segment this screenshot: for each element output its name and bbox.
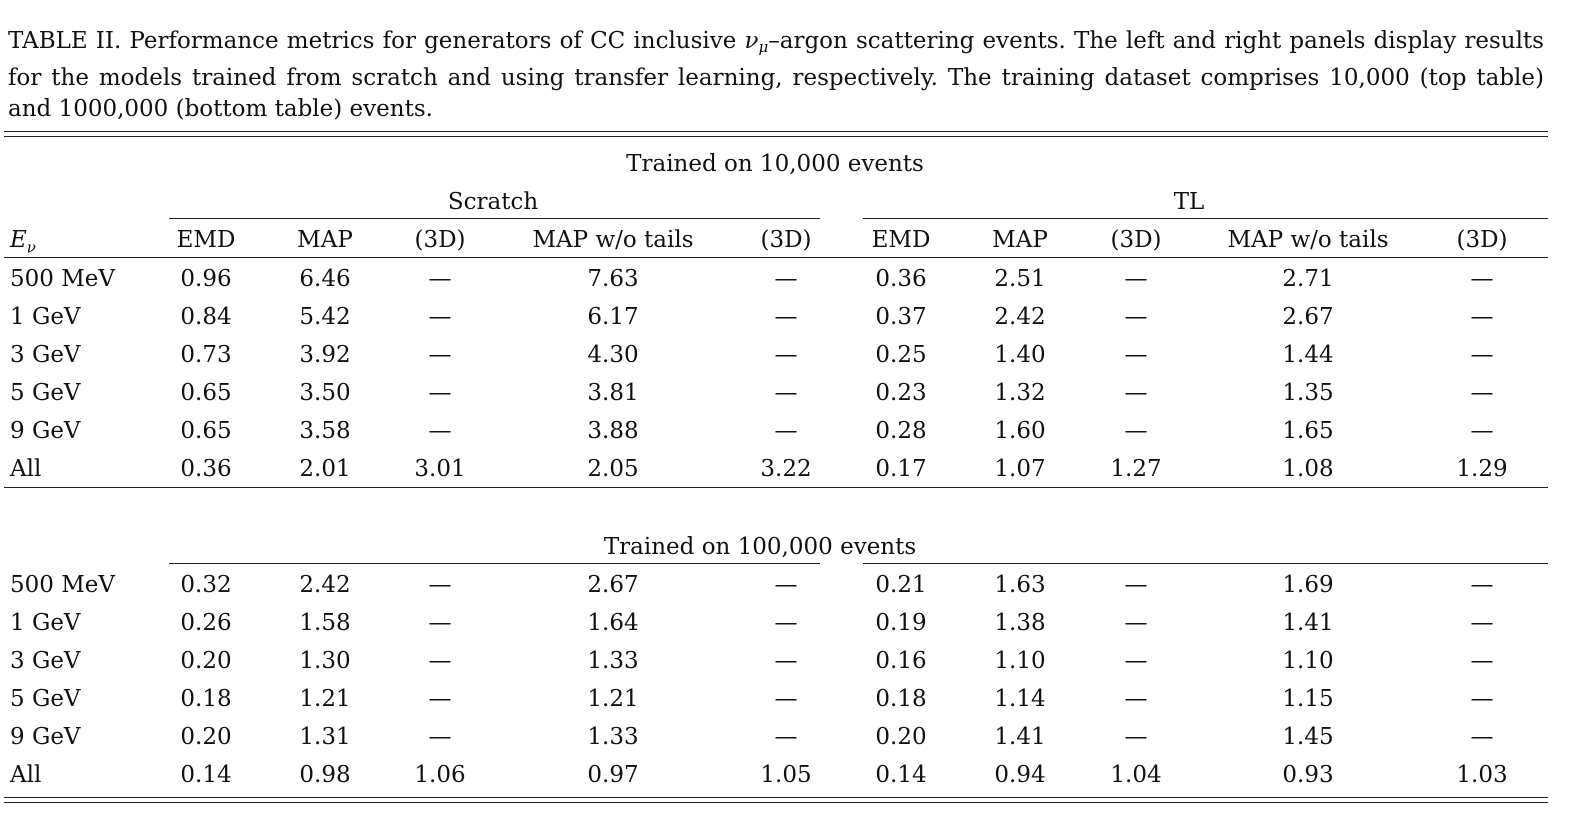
table-cell: 1.64 — [587, 610, 639, 636]
table-cell: 0.93 — [1282, 762, 1334, 788]
table-cell: — — [774, 380, 798, 406]
table-cell: 1.44 — [1282, 342, 1334, 368]
table-cell: 0.26 — [180, 610, 232, 636]
table-cell: — — [774, 610, 798, 636]
table-cell: 1.63 — [994, 572, 1046, 598]
table-cell: 0.18 — [180, 686, 232, 712]
table-cell: — — [774, 724, 798, 750]
table-cell: 1.33 — [587, 724, 639, 750]
table-cell: 1.21 — [299, 686, 351, 712]
table-cell: — — [774, 572, 798, 598]
row-label: 5 GeV — [10, 686, 81, 712]
column-header: (3D) — [760, 227, 812, 253]
table-cell: — — [1124, 342, 1148, 368]
table-cell: — — [1124, 380, 1148, 406]
table-cell: 1.60 — [994, 418, 1046, 444]
table-cell: 1.35 — [1282, 380, 1334, 406]
row-label: 9 GeV — [10, 724, 81, 750]
table-cell: 1.08 — [1282, 456, 1334, 482]
table-cell: 1.30 — [299, 648, 351, 674]
table-cell: — — [428, 418, 452, 444]
table-cell: — — [1470, 266, 1494, 292]
table-cell: — — [428, 648, 452, 674]
table-cell: 0.19 — [875, 610, 927, 636]
table-cell: 1.41 — [994, 724, 1046, 750]
column-header: (3D) — [1456, 227, 1508, 253]
row-label: 1 GeV — [10, 610, 81, 636]
table-cell: 0.20 — [180, 724, 232, 750]
table-cell: 0.17 — [875, 456, 927, 482]
table-cell: 1.41 — [1282, 610, 1334, 636]
table-cell: 1.65 — [1282, 418, 1334, 444]
header-bottom-rule — [4, 257, 1548, 258]
bottom-double-rule-1 — [4, 797, 1548, 798]
table-cell: 1.31 — [299, 724, 351, 750]
table-cell: 0.36 — [180, 456, 232, 482]
table-cell: 0.98 — [299, 762, 351, 788]
table-cell: 2.42 — [994, 304, 1046, 330]
bottom-table-title: Trained on 100,000 events — [603, 534, 917, 560]
table-cell: 0.97 — [587, 762, 639, 788]
table-cell: 3.92 — [299, 342, 351, 368]
table-cell: 1.33 — [587, 648, 639, 674]
table-cell: — — [428, 572, 452, 598]
row-label: 500 MeV — [10, 572, 115, 598]
table-cell: 0.65 — [180, 418, 232, 444]
table-cell: 2.51 — [994, 266, 1046, 292]
table-cell: — — [1470, 342, 1494, 368]
caption-nu-subscript: μ — [758, 38, 769, 56]
table-cell: — — [428, 342, 452, 368]
caption-prefix: TABLE II. Performance metrics for generators of CC inclusive — [8, 28, 745, 54]
table-cell: 2.42 — [299, 572, 351, 598]
table-cell: 3.88 — [587, 418, 639, 444]
column-header: MAP — [297, 227, 353, 253]
table-cell: 1.14 — [994, 686, 1046, 712]
table-cell: 0.16 — [875, 648, 927, 674]
table-cell: 0.20 — [875, 724, 927, 750]
table-cell: 1.10 — [994, 648, 1046, 674]
table-cell: 1.32 — [994, 380, 1046, 406]
table-cell: 0.36 — [875, 266, 927, 292]
table-cell: 0.65 — [180, 380, 232, 406]
group-label-scratch: Scratch — [447, 189, 539, 215]
table-cell: 0.84 — [180, 304, 232, 330]
row-label: 3 GeV — [10, 342, 81, 368]
table-cell: 1.03 — [1456, 762, 1508, 788]
row-label: 500 MeV — [10, 266, 115, 292]
table-cell: 2.05 — [587, 456, 639, 482]
table-cell: 0.18 — [875, 686, 927, 712]
table-cell: 1.21 — [587, 686, 639, 712]
table-cell: — — [1124, 686, 1148, 712]
row-label: 9 GeV — [10, 418, 81, 444]
table-cell: — — [428, 724, 452, 750]
bottom-tl-group-rule — [863, 563, 1548, 564]
table-cell: 1.58 — [299, 610, 351, 636]
table-cell: 3.81 — [587, 380, 639, 406]
table-cell: 2.67 — [1282, 304, 1334, 330]
top-table-title: Trained on 10,000 events — [626, 151, 924, 177]
table-cell: 3.50 — [299, 380, 351, 406]
tl-group-rule — [863, 218, 1548, 219]
table-cell: 1.05 — [760, 762, 812, 788]
column-header: (3D) — [414, 227, 466, 253]
row-label: All — [10, 762, 42, 788]
table-cell: 1.40 — [994, 342, 1046, 368]
column-header: (3D) — [1110, 227, 1162, 253]
table-cell: — — [1470, 418, 1494, 444]
table-cell: 3.22 — [760, 456, 812, 482]
bottom-double-rule-2 — [4, 802, 1548, 803]
table-cell: — — [1124, 418, 1148, 444]
table-cell: 2.01 — [299, 456, 351, 482]
group-label-tl: TL — [1173, 189, 1205, 215]
top-double-rule-2 — [4, 136, 1548, 137]
table-cell: — — [428, 610, 452, 636]
table-cell: 6.46 — [299, 266, 351, 292]
table-cell: 1.29 — [1456, 456, 1508, 482]
column-header: MAP w/o tails — [1227, 227, 1389, 253]
table-cell: — — [1124, 724, 1148, 750]
energy-header-symbol: E — [10, 227, 27, 253]
table-cell: — — [774, 304, 798, 330]
caption-nu-symbol: ν — [744, 28, 759, 54]
column-header: MAP w/o tails — [532, 227, 694, 253]
row-label: 3 GeV — [10, 648, 81, 674]
table-cell: — — [1124, 572, 1148, 598]
table-cell: 5.42 — [299, 304, 351, 330]
column-header: EMD — [176, 227, 236, 253]
table-cell: 2.67 — [587, 572, 639, 598]
table-cell: — — [428, 266, 452, 292]
table-cell: 1.69 — [1282, 572, 1334, 598]
table-cell: 0.25 — [875, 342, 927, 368]
table-cell: 0.14 — [180, 762, 232, 788]
table-cell: 0.96 — [180, 266, 232, 292]
row-label: 5 GeV — [10, 380, 81, 406]
table-cell: 0.73 — [180, 342, 232, 368]
table-cell: 0.14 — [875, 762, 927, 788]
table-cell: — — [774, 266, 798, 292]
table-cell: 0.37 — [875, 304, 927, 330]
table-cell: — — [774, 648, 798, 674]
table-cell: 7.63 — [587, 266, 639, 292]
table-cell: — — [774, 418, 798, 444]
table-cell: 1.04 — [1110, 762, 1162, 788]
table-cell: — — [1124, 648, 1148, 674]
table-cell: — — [1124, 266, 1148, 292]
table-cell: 2.71 — [1282, 266, 1334, 292]
energy-header-subscript: ν — [26, 238, 36, 257]
caption-suffix: –argon scattering events. The left and right panels display results for the models trained from scratch and using transfer learning, respectively. The training dataset comprises 10,000 (top table) and 1000,000 (bottom table) events. — [8, 28, 1544, 122]
table-cell: 1.38 — [994, 610, 1046, 636]
table-cell: 1.27 — [1110, 456, 1162, 482]
top-table-bottom-rule — [4, 487, 1548, 488]
table-cell: — — [1470, 724, 1494, 750]
column-header: EMD — [871, 227, 931, 253]
table-cell: — — [774, 342, 798, 368]
column-header: MAP — [992, 227, 1048, 253]
table-cell: 0.28 — [875, 418, 927, 444]
table-cell: — — [1124, 304, 1148, 330]
table-cell: 0.94 — [994, 762, 1046, 788]
table-cell: — — [428, 380, 452, 406]
table-cell: — — [774, 686, 798, 712]
table-cell: 0.32 — [180, 572, 232, 598]
table-cell: 0.23 — [875, 380, 927, 406]
table-cell: 3.58 — [299, 418, 351, 444]
table-cell: 0.21 — [875, 572, 927, 598]
table-cell: — — [1470, 304, 1494, 330]
table-cell: 6.17 — [587, 304, 639, 330]
row-label: 1 GeV — [10, 304, 81, 330]
table-cell: — — [1470, 610, 1494, 636]
top-double-rule-1 — [4, 131, 1548, 132]
table-cell: 1.07 — [994, 456, 1046, 482]
bottom-scratch-group-rule — [169, 563, 820, 564]
table-cell: 1.45 — [1282, 724, 1334, 750]
table-cell: — — [1124, 610, 1148, 636]
table-cell: — — [1470, 686, 1494, 712]
table-cell: — — [1470, 648, 1494, 674]
table-cell: 4.30 — [587, 342, 639, 368]
table-cell: 1.10 — [1282, 648, 1334, 674]
table-cell: 3.01 — [414, 456, 466, 482]
table-cell: — — [1470, 572, 1494, 598]
table-cell: 1.06 — [414, 762, 466, 788]
table-cell: 0.20 — [180, 648, 232, 674]
table-cell: — — [428, 304, 452, 330]
row-label: All — [10, 456, 42, 482]
table-cell: — — [1470, 380, 1494, 406]
table-caption — [8, 26, 1544, 125]
table-cell: 1.15 — [1282, 686, 1334, 712]
table-cell: — — [428, 686, 452, 712]
scratch-group-rule — [169, 218, 820, 219]
